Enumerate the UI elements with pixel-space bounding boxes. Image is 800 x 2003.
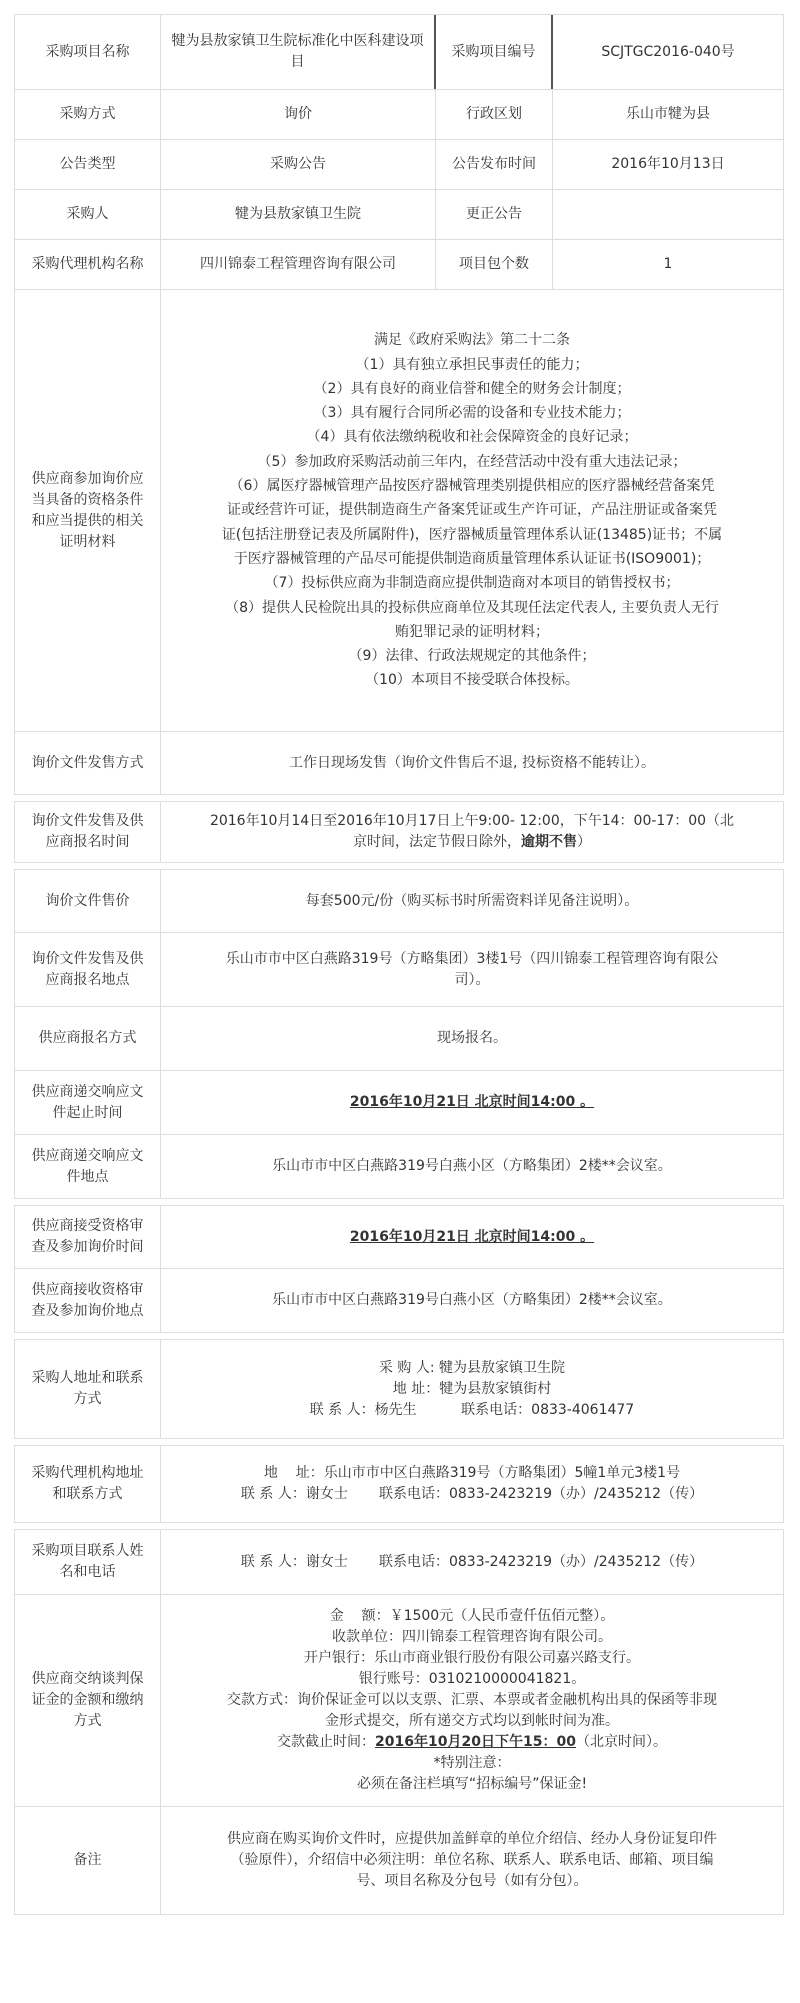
value-region: 乐山市犍为县 — [626, 106, 710, 122]
qualification-line: 证(包括注册登记表及所属附件)，医疗器械质量管理体系认证(13485)证书；不属 — [221, 526, 723, 543]
row-method — [14, 90, 784, 140]
qualification-line: （1）具有独立承担民事责任的能力； — [355, 356, 589, 373]
row-remarks — [14, 1807, 784, 1915]
label-notice-type: 公告类型 — [15, 140, 161, 189]
sale-time-line-1: 2016年10月14日至2016年10月17日上午9:00- 12:00，下午14：00-17：00（北 — [209, 813, 735, 829]
deposit-deadline-date: 2016年10月20日下午15：00 — [375, 1734, 576, 1750]
label-agency: 采购代理机构名称 — [15, 240, 161, 289]
value-publish-time: 2016年10月13日 — [611, 156, 725, 172]
row-deposit — [14, 1595, 784, 1807]
deposit-account: 银行账号：0310210000041821。 — [358, 1671, 586, 1687]
row-agency-contact — [14, 1445, 784, 1523]
value-price: 每套500元/份（购买标书时所需资料详见备注说明）。 — [305, 892, 639, 909]
qualification-line: （4）具有依法缴纳税收和社会保障资金的良好记录； — [306, 429, 638, 446]
qualification-list — [171, 328, 773, 692]
value-remarks — [161, 1807, 783, 1914]
row-review-place — [14, 1269, 784, 1333]
qualification-line: 满足《政府采购法》第二十二条 — [374, 332, 570, 349]
purchaser-contact-line-2: 地 址：犍为县敖家镇街村 — [392, 1380, 552, 1397]
row-purchaser-contact — [14, 1339, 784, 1439]
label-review-time: 供应商接受资格审查及参加询价时间 — [15, 1206, 161, 1268]
deposit-deadline: 交款截止时间：2016年10月20日下午15：00（北京时间）。 — [277, 1734, 667, 1750]
purchaser-contact-line-1: 采 购 人: 犍为县敖家镇卫生院 — [378, 1359, 566, 1376]
qualification-line: （7）投标供应商为非制造商应提供制造商对本项目的销售授权书； — [264, 575, 680, 592]
value-purchaser-contact — [161, 1340, 783, 1438]
label-purchaser-contact: 采购人地址和联系方式 — [15, 1340, 161, 1438]
value-notice-type: 采购公告 — [161, 140, 436, 189]
value-sale-method: 工作日现场发售（询价文件售后不退, 投标资格不能转让）。 — [289, 754, 655, 771]
value-submit-place: 乐山市市中区白燕路319号白燕小区（方略集团）2楼**会议室。 — [272, 1158, 672, 1174]
deposit-amount: 金 额：￥1500元（人民币壹仟伍佰元整）。 — [329, 1608, 615, 1624]
row-sale-place — [14, 933, 784, 1007]
sale-place-line-1: 乐山市市中区白燕路319号（方略集团）3楼1号（四川锦泰工程管理咨询有限公 — [225, 950, 719, 967]
value-deadline: 2016年10月21日 北京时间14:00 。 — [349, 1094, 595, 1110]
label-qualification: 供应商参加询价应当具备的资格条件和应当提供的相关证明材料 — [15, 290, 161, 731]
procurement-notice-table — [14, 14, 784, 1915]
row-project-contact — [14, 1529, 784, 1595]
value-agency-contact — [161, 1446, 783, 1522]
label-correction: 更正公告 — [436, 190, 553, 239]
value-project-contact: 联 系 人：谢女士 联系电话：0833-2423219（办）/2435212（传） — [240, 1553, 704, 1570]
label-project-contact: 采购项目联系人姓名和电话 — [15, 1530, 161, 1594]
purchaser-contact-line-3: 联 系 人：杨先生 联系电话：0833-4061477 — [309, 1401, 635, 1418]
label-register: 供应商报名方式 — [15, 1007, 161, 1070]
value-purchaser: 犍为县敖家镇卫生院 — [161, 190, 436, 239]
row-review-time — [14, 1205, 784, 1269]
qualification-line: （5）参加政府采购活动前三年内，在经营活动中没有重大违法记录； — [257, 453, 687, 470]
row-purchaser — [14, 190, 784, 240]
value-project-name: 犍为县敖家镇卫生院标准化中医科建设项目 — [161, 15, 436, 89]
deposit-method-line-1: 交款方式：询价保证金可以以支票、汇票、本票或者金融机构出具的保函等非现 — [227, 1692, 717, 1708]
label-method: 采购方式 — [15, 90, 161, 139]
row-submit-place — [14, 1135, 784, 1199]
label-deadline: 供应商递交响应文件起止时间 — [15, 1071, 161, 1134]
row-register — [14, 1007, 784, 1071]
label-package-count: 项目包个数 — [436, 240, 553, 289]
sale-place-line-2: 司）。 — [454, 971, 490, 988]
qualification-line: （6）属医疗器械管理产品按医疗器械管理类别提供相应的医疗器械经营备案凭 — [229, 478, 715, 495]
qualification-line: （8）提供人民检院出具的投标供应商单位及其现任法定代表人, 主要负责人无行 — [225, 599, 719, 616]
qualification-line: （3）具有履行合同所必需的设备和专业技术能力； — [313, 405, 631, 422]
qualification-line: （2）具有良好的商业信誉和健全的财务会计制度； — [313, 380, 631, 397]
qualification-line: 证或经营许可证，提供制造商生产备案凭证或生产许可证，产品注册证或备案凭 — [227, 502, 717, 519]
label-sale-method: 询价文件发售方式 — [15, 732, 161, 794]
label-submit-place: 供应商递交响应文件地点 — [15, 1135, 161, 1198]
remarks-line-2: （验原件），介绍信中必须注明：单位名称、联系人、联系电话、邮箱、项目编 — [230, 1852, 714, 1868]
label-region: 行政区划 — [436, 90, 553, 139]
value-deposit — [161, 1595, 783, 1806]
remarks-line-3: 号、项目名称及分包号（如有分包）。 — [356, 1873, 588, 1889]
value-review-place: 乐山市市中区白燕路319号白燕小区（方略集团）2楼**会议室。 — [272, 1292, 672, 1308]
remarks-line-1: 供应商在购买询价文件时，应提供加盖鲜章的单位介绍信、经办人身份证复印件 — [227, 1831, 717, 1847]
deposit-bank: 开户银行：乐山市商业银行股份有限公司嘉兴路支行。 — [304, 1650, 640, 1666]
value-register: 现场报名。 — [437, 1030, 507, 1046]
row-project-name — [14, 14, 784, 90]
label-sale-place: 询价文件发售及供应商报名地点 — [15, 933, 161, 1006]
value-correction — [553, 190, 783, 239]
row-notice-type — [14, 140, 784, 190]
qualification-line: 贿犯罪记录的证明材料； — [395, 623, 549, 640]
deposit-method-line-2: 金形式提交，所有递交方式均以到帐时间为准。 — [325, 1713, 619, 1729]
label-remarks: 备注 — [15, 1807, 161, 1914]
label-project-number: 采购项目编号 — [436, 15, 553, 89]
agency-contact-line-2: 联 系 人：谢女士 联系电话：0833-2423219（办）/2435212（传） — [240, 1486, 704, 1502]
row-agency — [14, 240, 784, 290]
label-deposit: 供应商交纳谈判保证金的金额和缴纳方式 — [15, 1595, 161, 1806]
value-project-number: SCJTGC2016-040号 — [601, 43, 735, 60]
qualification-line: （9）法律、行政法规规定的其他条件； — [348, 648, 596, 665]
label-sale-time: 询价文件发售及供应商报名时间 — [15, 802, 161, 862]
qualification-line: 于医疗器械管理的产品尽可能提供制造商质量管理体系认证证书(ISO9001)； — [233, 550, 711, 567]
no-sale-overdue: 逾期不售 — [521, 834, 577, 850]
sale-time-line-2: 京时间，法定节假日除外，逾期不售） — [353, 834, 591, 850]
row-sale-method — [14, 732, 784, 795]
value-package-count: 1 — [663, 256, 673, 272]
value-agency: 四川锦泰工程管理咨询有限公司 — [161, 240, 436, 289]
row-deadline — [14, 1071, 784, 1135]
label-project-name: 采购项目名称 — [15, 15, 161, 89]
value-sale-place — [161, 933, 783, 1006]
value-method: 询价 — [161, 90, 436, 139]
label-agency-contact: 采购代理机构地址和联系方式 — [15, 1446, 161, 1522]
value-review-time: 2016年10月21日 北京时间14:00 。 — [349, 1228, 595, 1245]
value-qualification — [161, 290, 783, 731]
qualification-line: （10）本项目不接受联合体投标。 — [365, 672, 579, 689]
label-review-place: 供应商接收资格审查及参加询价地点 — [15, 1269, 161, 1332]
deposit-note-text: 必须在备注栏填写“招标编号”保证金! — [356, 1776, 588, 1792]
row-sale-time — [14, 801, 784, 863]
value-sale-time — [161, 802, 783, 862]
row-price — [14, 869, 784, 933]
label-publish-time: 公告发布时间 — [436, 140, 553, 189]
agency-contact-line-1: 地 址：乐山市市中区白燕路319号（方略集团）5幢1单元3楼1号 — [263, 1465, 681, 1481]
label-purchaser: 采购人 — [15, 190, 161, 239]
label-price: 询价文件售价 — [15, 870, 161, 932]
row-qualification — [14, 290, 784, 732]
deposit-note-title: *特别注意： — [433, 1755, 511, 1771]
deposit-payee: 收款单位：四川锦泰工程管理咨询有限公司。 — [332, 1629, 612, 1645]
